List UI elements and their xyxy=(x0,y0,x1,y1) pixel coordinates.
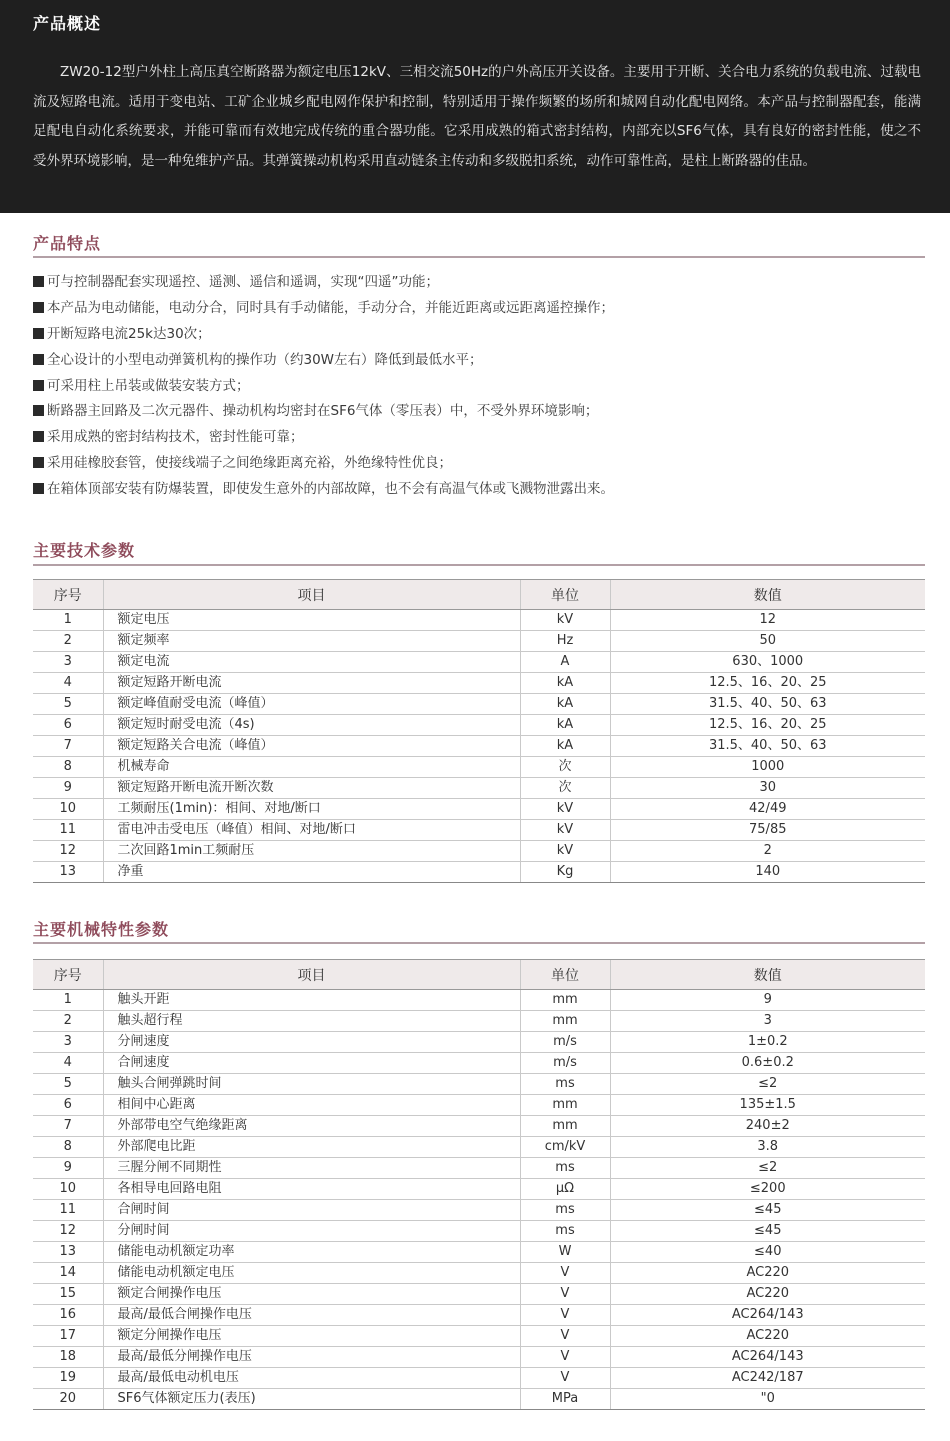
table-row xyxy=(33,694,925,715)
cell-value: ≤45 xyxy=(610,1200,925,1221)
overview-title: 产品概述 xyxy=(33,14,102,33)
cell-index: 10 xyxy=(33,799,103,820)
cell-value: AC242/187 xyxy=(610,1368,925,1389)
cell-index: 2 xyxy=(33,1011,103,1032)
square-bullet-icon xyxy=(33,483,44,494)
cell-value: 140 xyxy=(610,862,925,883)
column-header: 数值 xyxy=(610,960,925,990)
cell-value: 12.5、16、20、25 xyxy=(610,715,925,736)
cell-value: 30 xyxy=(610,778,925,799)
feature-text: 断路器主回路及二次元器件、操动机构均密封在SF6气体（零压表）中，不受外界环境影响； xyxy=(47,403,599,420)
cell-unit: kA xyxy=(520,715,610,736)
cell-value: ≤40 xyxy=(610,1242,925,1263)
cell-index: 8 xyxy=(33,1137,103,1158)
mech-params-table xyxy=(33,959,925,1410)
cell-unit: kA xyxy=(520,673,610,694)
cell-value: 630、1000 xyxy=(610,652,925,673)
cell-unit: ms xyxy=(520,1200,610,1221)
table-row xyxy=(33,1347,925,1368)
table-row xyxy=(33,1200,925,1221)
cell-unit: V xyxy=(520,1305,610,1326)
cell-unit: kV xyxy=(520,610,610,631)
tech-params-divider xyxy=(33,564,925,566)
cell-index: 6 xyxy=(33,1095,103,1116)
feature-text: 可采用柱上吊装或做装安装方式； xyxy=(47,377,250,394)
cell-unit: A xyxy=(520,652,610,673)
cell-unit: cm/kV xyxy=(520,1137,610,1158)
cell-item: 额定短时耐受电流（4s) xyxy=(103,715,520,736)
table-row xyxy=(33,820,925,841)
cell-item: 额定频率 xyxy=(103,631,520,652)
feature-item xyxy=(33,296,923,322)
cell-index: 2 xyxy=(33,631,103,652)
cell-item: 分闸时间 xyxy=(103,1221,520,1242)
cell-unit: mm xyxy=(520,1095,610,1116)
square-bullet-icon xyxy=(33,405,44,416)
table-header-row xyxy=(33,960,925,990)
features-title: 产品特点 xyxy=(33,234,102,253)
cell-unit: m/s xyxy=(520,1032,610,1053)
cell-index: 10 xyxy=(33,1179,103,1200)
square-bullet-icon xyxy=(33,302,44,313)
cell-item: 最高/最低分闸操作电压 xyxy=(103,1347,520,1368)
tech-params-table xyxy=(33,579,925,883)
cell-item: 储能电动机额定功率 xyxy=(103,1242,520,1263)
cell-index: 9 xyxy=(33,778,103,799)
cell-index: 9 xyxy=(33,1158,103,1179)
features-divider xyxy=(33,256,925,258)
cell-item: 最高/最低电动机电压 xyxy=(103,1368,520,1389)
cell-value: 240±2 xyxy=(610,1116,925,1137)
table-row xyxy=(33,1242,925,1263)
table-row xyxy=(33,652,925,673)
cell-value: 12.5、16、20、25 xyxy=(610,673,925,694)
table-row xyxy=(33,1326,925,1347)
cell-item: 外部带电空气绝缘距离 xyxy=(103,1116,520,1137)
cell-item: 雷电冲击受电压（峰值）相间、对地/断口 xyxy=(103,820,520,841)
cell-value: 31.5、40、50、63 xyxy=(610,736,925,757)
table-row xyxy=(33,1389,925,1410)
cell-unit: 次 xyxy=(520,757,610,778)
column-header: 序号 xyxy=(33,580,103,610)
cell-unit: Kg xyxy=(520,862,610,883)
cell-item: 工频耐压(1min)：相间、对地/断口 xyxy=(103,799,520,820)
cell-index: 11 xyxy=(33,1200,103,1221)
cell-item: 额定短路关合电流（峰值） xyxy=(103,736,520,757)
table-row xyxy=(33,673,925,694)
cell-index: 7 xyxy=(33,1116,103,1137)
cell-unit: kV xyxy=(520,820,610,841)
cell-value: AC220 xyxy=(610,1284,925,1305)
cell-item: 额定短路开断电流 xyxy=(103,673,520,694)
cell-item: 额定短路开断电流开断次数 xyxy=(103,778,520,799)
cell-item: 净重 xyxy=(103,862,520,883)
cell-unit: mm xyxy=(520,1011,610,1032)
cell-unit: ms xyxy=(520,1221,610,1242)
cell-index: 4 xyxy=(33,673,103,694)
table-row xyxy=(33,1305,925,1326)
cell-index: 16 xyxy=(33,1305,103,1326)
cell-item: 分闸速度 xyxy=(103,1032,520,1053)
feature-text: 采用硅橡胶套管，使接线端子之间绝缘距离充裕，外绝缘特性优良； xyxy=(47,455,452,472)
table-row xyxy=(33,1074,925,1095)
feature-text: 在箱体顶部安装有防爆装置，即使发生意外的内部故障，也不会有高温气体或飞溅物泄露出来。 xyxy=(47,481,614,498)
feature-item xyxy=(33,399,923,425)
table-row xyxy=(33,1179,925,1200)
cell-value: 1±0.2 xyxy=(610,1032,925,1053)
cell-value: AC220 xyxy=(610,1263,925,1284)
table-header-row xyxy=(33,580,925,610)
cell-index: 13 xyxy=(33,862,103,883)
cell-index: 8 xyxy=(33,757,103,778)
table-row xyxy=(33,841,925,862)
table-row xyxy=(33,1053,925,1074)
cell-value: 50 xyxy=(610,631,925,652)
feature-text: 全心设计的小型电动弹簧机构的操作功（约30W左右）降低到最低水平； xyxy=(47,351,483,368)
feature-text: 开断短路电流25k达30次； xyxy=(47,325,211,342)
cell-unit: V xyxy=(520,1284,610,1305)
cell-item: 触头开距 xyxy=(103,990,520,1011)
cell-item: 额定电压 xyxy=(103,610,520,631)
feature-item xyxy=(33,348,923,374)
table-row xyxy=(33,862,925,883)
cell-value: 3 xyxy=(610,1011,925,1032)
features-list xyxy=(33,270,923,503)
cell-item: 二次回路1min工频耐压 xyxy=(103,841,520,862)
cell-index: 19 xyxy=(33,1368,103,1389)
cell-item: 三腥分闸不同期性 xyxy=(103,1158,520,1179)
table-row xyxy=(33,799,925,820)
table-row xyxy=(33,1158,925,1179)
feature-item xyxy=(33,322,923,348)
cell-value: AC264/143 xyxy=(610,1347,925,1368)
square-bullet-icon xyxy=(33,276,44,287)
cell-value: AC220 xyxy=(610,1326,925,1347)
column-header: 序号 xyxy=(33,960,103,990)
cell-value: 9 xyxy=(610,990,925,1011)
cell-index: 11 xyxy=(33,820,103,841)
mech-params-title: 主要机械特性参数 xyxy=(33,920,170,939)
cell-index: 7 xyxy=(33,736,103,757)
cell-item: 触头合闸弹跳时间 xyxy=(103,1074,520,1095)
table-row xyxy=(33,1095,925,1116)
cell-unit: V xyxy=(520,1326,610,1347)
cell-item: 合闸速度 xyxy=(103,1053,520,1074)
cell-unit: mm xyxy=(520,1116,610,1137)
cell-unit: m/s xyxy=(520,1053,610,1074)
table-row xyxy=(33,1116,925,1137)
mech-params-divider xyxy=(33,942,925,944)
cell-value: 42/49 xyxy=(610,799,925,820)
feature-item xyxy=(33,451,923,477)
cell-index: 20 xyxy=(33,1389,103,1410)
cell-item: 外部爬电比距 xyxy=(103,1137,520,1158)
table-row xyxy=(33,1137,925,1158)
cell-item: 合闸时间 xyxy=(103,1200,520,1221)
table-row xyxy=(33,1032,925,1053)
feature-text: 本产品为电动储能，电动分合，同时具有手动储能，手动分合，并能近距离或远距离遥控操作； xyxy=(47,299,614,316)
tech-params-title: 主要技术参数 xyxy=(33,541,136,560)
cell-unit: 次 xyxy=(520,778,610,799)
cell-value: 3.8 xyxy=(610,1137,925,1158)
cell-unit: W xyxy=(520,1242,610,1263)
table-row xyxy=(33,715,925,736)
cell-value: 2 xyxy=(610,841,925,862)
column-header: 项目 xyxy=(103,960,520,990)
product-overview-section xyxy=(0,0,950,213)
cell-unit: kV xyxy=(520,841,610,862)
cell-item: 最高/最低合闸操作电压 xyxy=(103,1305,520,1326)
cell-value: 12 xyxy=(610,610,925,631)
cell-item: 额定合闸操作电压 xyxy=(103,1284,520,1305)
cell-index: 12 xyxy=(33,841,103,862)
cell-index: 15 xyxy=(33,1284,103,1305)
cell-unit: kV xyxy=(520,799,610,820)
cell-value: ≤200 xyxy=(610,1179,925,1200)
cell-value: ≤2 xyxy=(610,1074,925,1095)
square-bullet-icon xyxy=(33,457,44,468)
cell-value: 135±1.5 xyxy=(610,1095,925,1116)
square-bullet-icon xyxy=(33,354,44,365)
table-row xyxy=(33,736,925,757)
cell-unit: Hz xyxy=(520,631,610,652)
feature-text: 可与控制器配套实现遥控、遥测、遥信和遥调，实现“四遥”功能； xyxy=(47,274,439,290)
cell-unit: kA xyxy=(520,694,610,715)
cell-unit: V xyxy=(520,1347,610,1368)
cell-value: 75/85 xyxy=(610,820,925,841)
cell-index: 17 xyxy=(33,1326,103,1347)
square-bullet-icon xyxy=(33,380,44,391)
cell-item: 额定峰值耐受电流（峰值） xyxy=(103,694,520,715)
cell-value: 31.5、40、50、63 xyxy=(610,694,925,715)
cell-item: 各相导电回路电阻 xyxy=(103,1179,520,1200)
cell-item: 储能电动机额定电压 xyxy=(103,1263,520,1284)
cell-value: ≤2 xyxy=(610,1158,925,1179)
cell-item: 额定电流 xyxy=(103,652,520,673)
cell-unit: V xyxy=(520,1263,610,1284)
cell-unit: ms xyxy=(520,1158,610,1179)
cell-item: 相间中心距离 xyxy=(103,1095,520,1116)
table-row xyxy=(33,1221,925,1242)
cell-index: 6 xyxy=(33,715,103,736)
cell-index: 1 xyxy=(33,610,103,631)
cell-index: 14 xyxy=(33,1263,103,1284)
table-row xyxy=(33,610,925,631)
cell-item: 触头超行程 xyxy=(103,1011,520,1032)
square-bullet-icon xyxy=(33,431,44,442)
cell-index: 13 xyxy=(33,1242,103,1263)
cell-unit: ms xyxy=(520,1074,610,1095)
table-row xyxy=(33,1284,925,1305)
table-row xyxy=(33,778,925,799)
table-row xyxy=(33,1368,925,1389)
cell-value: AC264/143 xyxy=(610,1305,925,1326)
column-header: 数值 xyxy=(610,580,925,610)
table-row xyxy=(33,990,925,1011)
overview-text: ZW20-12型户外柱上高压真空断路器为额定电压12kV、三相交流50Hz的户外高压开关设备。主要用于开断、关合电力系统的负载电流、过载电流及短路电流。适用于变电站、工矿企业城乡配电网作保护和控制，特别适用于操作频繁的场所和城网自动化配电网络。本产品与控制器配套，能满足配电自动化系统要求，并能可靠而有效地完成传统的重合器功能。它采用成熟的箱式密封结构，内部充以SF6气体，具有良好的密封性能，使之不受外界环境影响，是一种免维护产品。其弹簧操动机构采用直动链条主传动和多级脱扣系统，动作可靠性高，是柱上断路器的佳品。 xyxy=(33,64,921,169)
cell-item: 机械寿命 xyxy=(103,757,520,778)
cell-unit: mm xyxy=(520,990,610,1011)
cell-index: 12 xyxy=(33,1221,103,1242)
feature-item xyxy=(33,477,923,503)
table-row xyxy=(33,1011,925,1032)
cell-item: 额定分闸操作电压 xyxy=(103,1326,520,1347)
cell-index: 3 xyxy=(33,1032,103,1053)
table-row xyxy=(33,1263,925,1284)
square-bullet-icon xyxy=(33,328,44,339)
cell-value: 0.6±0.2 xyxy=(610,1053,925,1074)
cell-item: SF6气体额定压力(表压) xyxy=(103,1389,520,1410)
column-header: 项目 xyxy=(103,580,520,610)
cell-value: "0 xyxy=(610,1389,925,1410)
cell-value: ≤45 xyxy=(610,1221,925,1242)
table-row xyxy=(33,631,925,652)
cell-index: 5 xyxy=(33,1074,103,1095)
cell-unit: μΩ xyxy=(520,1179,610,1200)
cell-index: 1 xyxy=(33,990,103,1011)
column-header: 单位 xyxy=(520,960,610,990)
cell-unit: MPa xyxy=(520,1389,610,1410)
column-header: 单位 xyxy=(520,580,610,610)
feature-item xyxy=(33,425,923,451)
feature-text: 采用成熟的密封结构技术，密封性能可靠； xyxy=(47,429,304,446)
cell-index: 3 xyxy=(33,652,103,673)
cell-index: 18 xyxy=(33,1347,103,1368)
table-row xyxy=(33,757,925,778)
feature-item xyxy=(33,270,923,296)
cell-index: 4 xyxy=(33,1053,103,1074)
cell-value: 1000 xyxy=(610,757,925,778)
cell-unit: V xyxy=(520,1368,610,1389)
feature-item xyxy=(33,374,923,400)
cell-unit: kA xyxy=(520,736,610,757)
cell-index: 5 xyxy=(33,694,103,715)
